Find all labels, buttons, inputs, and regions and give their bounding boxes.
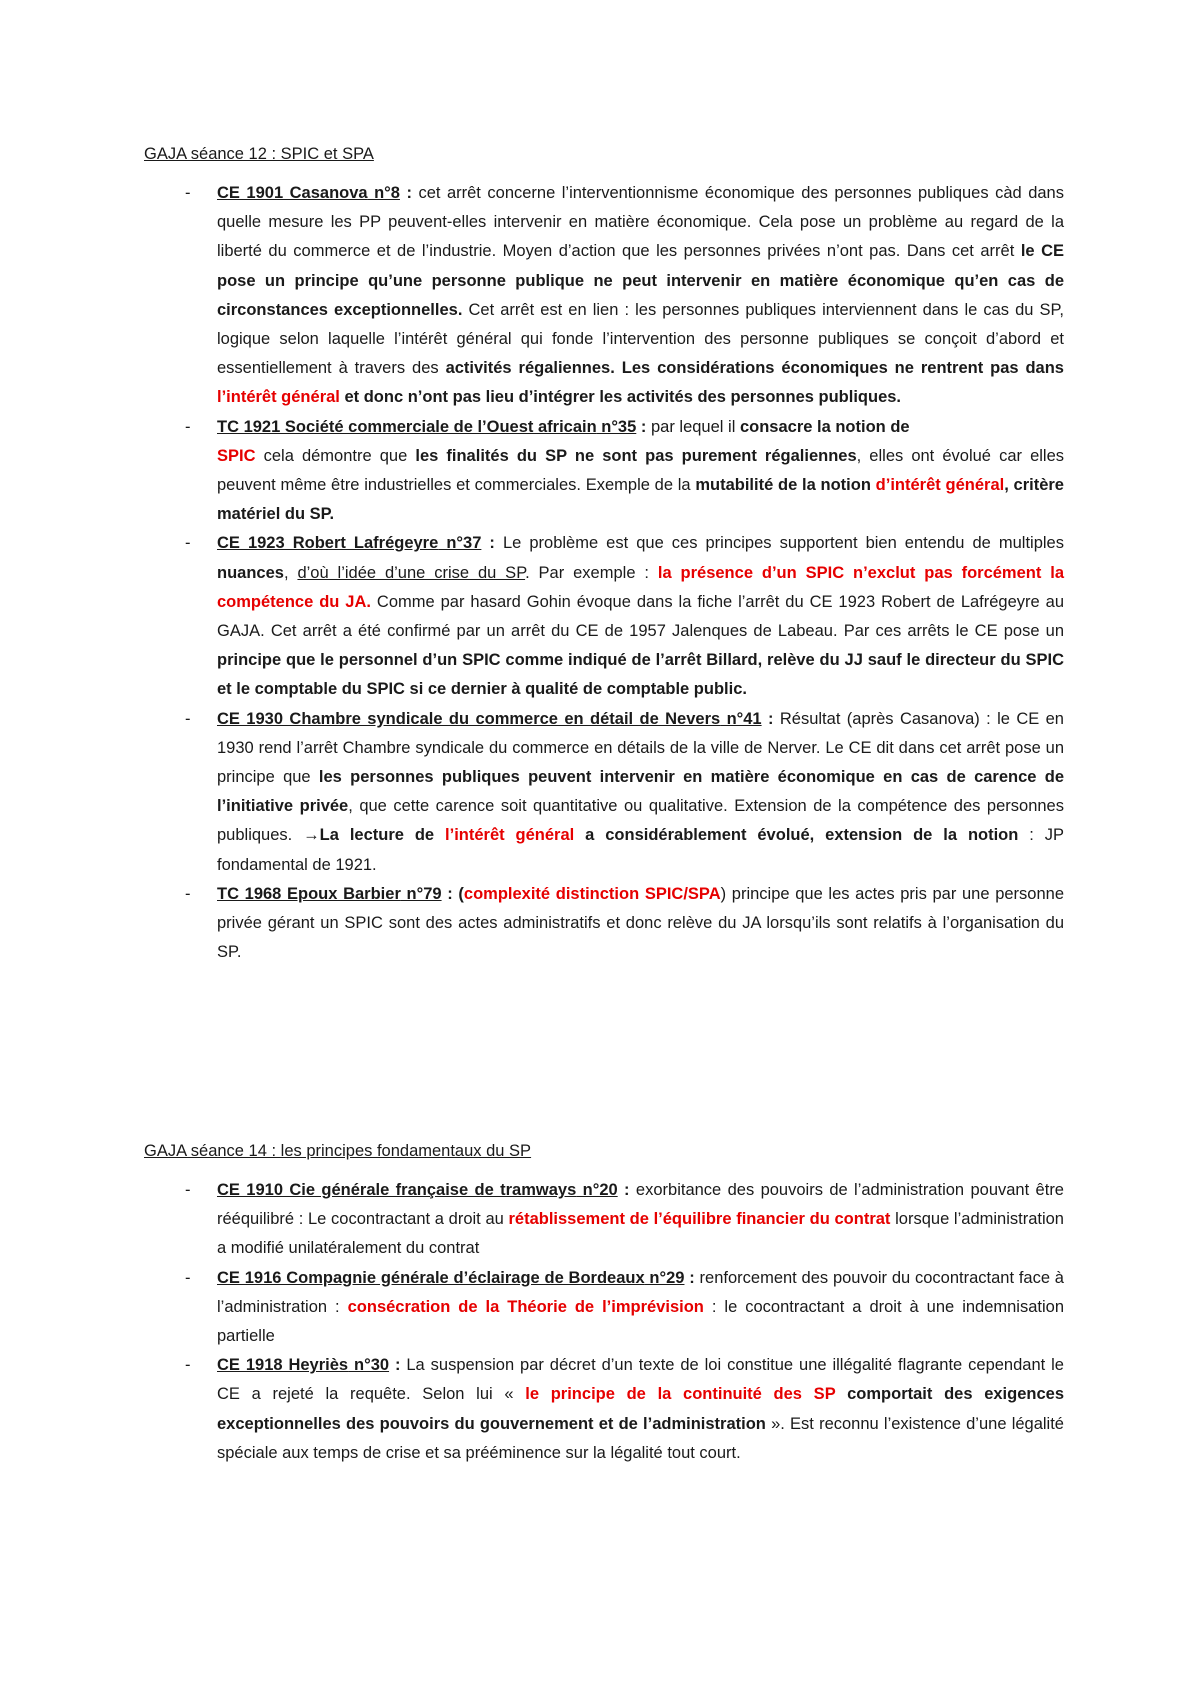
colon: : [617,1181,636,1199]
case-title: CE 1918 Heyriès n°30 [217,1356,390,1375]
bullet-dash: - [185,184,191,202]
paren: ( [458,884,464,903]
bold-text: consacre la notion de [739,417,910,436]
colon: : [761,709,780,728]
case-title: CE 1901 Casanova n°8 [217,184,400,202]
colon: : [684,1268,700,1287]
case-title: CE 1923 Robert Lafrégeyre n°37 [217,534,482,553]
text: exorbitance des pouvoirs de l’administration pouvant être rééquilibré : Le cocontractant a droit au [217,1181,1064,1229]
text: par lequel il [650,417,740,436]
colon: : [636,417,651,436]
bullet-dash: - [185,884,191,903]
red-highlight: complexité distinction SPIC/SPA [463,884,721,903]
case-title: TC 1921 Société commerciale de l’Ouest africain n°35 [217,417,637,436]
red-highlight: le principe de la continuité des SP [525,1385,836,1404]
red-highlight: l’intérêt général [217,388,340,407]
red-highlight: SPIC [217,446,256,465]
case-title: TC 1968 Epoux Barbier n°79 [217,884,442,903]
bullet-dash: - [185,709,191,728]
bold-text: comportait des exigences exceptionnelles des pouvoirs du gouvernement et de l’administration [217,1385,1064,1433]
colon: : [481,534,503,553]
text: Le problème est que ces principes supportent bien entendu de multiples [502,534,1064,553]
text: , [283,563,298,582]
section-seance-12 [144,140,1064,967]
text: lorsque l’administration a modifié unilatéralement du contrat [217,1210,1064,1258]
case-title: CE 1910 Cie générale française de tramways n°20 [217,1181,618,1199]
bullet-dash: - [185,417,191,436]
text: cela démontre que [255,446,416,465]
list-item [144,705,1064,880]
bold-text: et donc n’ont pas lieu d’intégrer les activités des personnes publiques. [339,388,902,407]
list-item [144,529,1064,704]
underlined-text: d’où l’idée d’une crise du SP [297,563,526,582]
text: : JP fondamental de 1921. [217,826,1065,874]
text: renforcement des pouvoir du cocontractant face à l’administration : [217,1268,1064,1316]
text: La suspension par décret d’un texte de loi constitue une illégalité flagrante cependant le CE a rejeté la requête. Selon lui « [217,1356,1064,1404]
bullet-dash: - [185,1356,191,1375]
colon: : [441,884,459,903]
text: ». Est reconnu l’existence d’une légalité spéciale aux temps de crise et sa prééminence sur la légalité tout court. [217,1414,1064,1462]
section-heading: GAJA séance 12 : SPIC et SPA [144,145,374,163]
arrow-icon: → [303,826,320,845]
colon: : [399,184,419,202]
bullet-dash: - [185,1268,191,1287]
bold-text: les personnes publiques peuvent intervenir en matière économique en cas de carence de l’initiative privée [217,768,1064,816]
text: Résultat (après Casanova) : le CE en 1930 rend l’arrêt Chambre syndicale du commerce en détails de la ville de Nerver. Le CE dit dans cet arrêt pose un principe que [217,709,1064,787]
text: ) principe que les actes pris par une personne privée gérant un SPIC sont des actes administratifs et donc relève du JA lorsqu’ils sont relatifs à l’organisation du SP. [217,884,1064,962]
text: . Par exemple : [525,563,658,582]
text: : le cocontractant a droit à une indemnisation partielle [217,1297,1065,1346]
list-item [144,413,1064,530]
red-highlight: consécration de la Théorie de l’imprévision [347,1297,704,1316]
text: , elles ont évolué car elles peuvent même être industrielles et commerciales. Exemple de la [217,446,1065,495]
list-item [144,880,1064,968]
case-list [144,1176,1064,1468]
bold-text: principe que le personnel d’un SPIC comme indiqué de l’arrêt Billard, relève du JJ sauf le directeur du SPIC et le comptable du SPIC si ce dernier à qualité de comptable public. [217,651,1064,699]
list-item [144,1176,1064,1264]
case-title: CE 1916 Compagnie générale d’éclairage de Bordeaux n°29 [217,1268,685,1287]
section-seance-14 [144,1137,1064,1468]
red-highlight: d’intérêt général [875,476,1005,495]
case-title: CE 1930 Chambre syndicale du commerce en détail de Nevers n°41 [217,709,762,728]
section-heading: GAJA séance 14 : les principes fondamentaux du SP [144,1142,532,1160]
text: , que cette carence soit quantitative ou qualitative. Extension de la compétence des personnes publiques. [217,797,1064,845]
list-item [144,179,1064,413]
red-highlight: la présence d’un SPIC n’exclut pas forcément la compétence du JA. [217,563,1064,611]
list-item [144,1351,1064,1468]
bold-text: les finalités du SP ne sont pas purement régaliennes [415,446,857,465]
bold-text: a considérablement évolué, extension de la notion [574,826,1019,845]
text: Cet arrêt est en lien : les personnes publiques interviennent dans le cas du SP, logique selon laquelle l’intérêt général qui fonde l’intervention des personne publiques se conçoit d’abord et essentiellement à travers des [217,300,1064,378]
colon: : [389,1356,407,1375]
list-item [144,1264,1064,1352]
bold-text: , critère matériel du SP. [217,476,1064,524]
bold-text: La lecture de [319,826,446,845]
text: Comme par hasard Gohin évoque dans la fiche l’arrêt du CE 1923 Robert de Lafrégeyre au GAJA. Cet arrêt a été confirmé par un arrêt du CE de 1957 Jalenques de Labeau. Par ces arrêts le CE pose un [217,592,1064,641]
bold-text: mutabilité de la notion [695,476,876,495]
bold-text: le CE pose un principe qu’une personne publique ne peut intervenir en matière économique qu’en cas de circonstances exceptionnelles. [217,242,1064,319]
red-highlight: rétablissement de l’équilibre financier du contrat [508,1210,891,1229]
bullet-dash: - [185,1181,191,1199]
bold-text: nuances [217,563,284,582]
text: cet arrêt concerne l’interventionnisme économique des personnes publiques càd dans quelle mesure les PP peuvent-elles intervenir en matière économique. Cela pose un problème au regard de la liberté du commerce et de l’industrie. Moyen d’action que les personnes privées n’ont pas. Dans cet arrêt [217,184,1064,261]
bold-text: activités régaliennes. Les considérations économiques ne rentrent pas dans [445,359,1064,378]
case-list [144,179,1064,967]
bullet-dash: - [185,534,191,553]
red-highlight: l’intérêt général [445,826,575,845]
